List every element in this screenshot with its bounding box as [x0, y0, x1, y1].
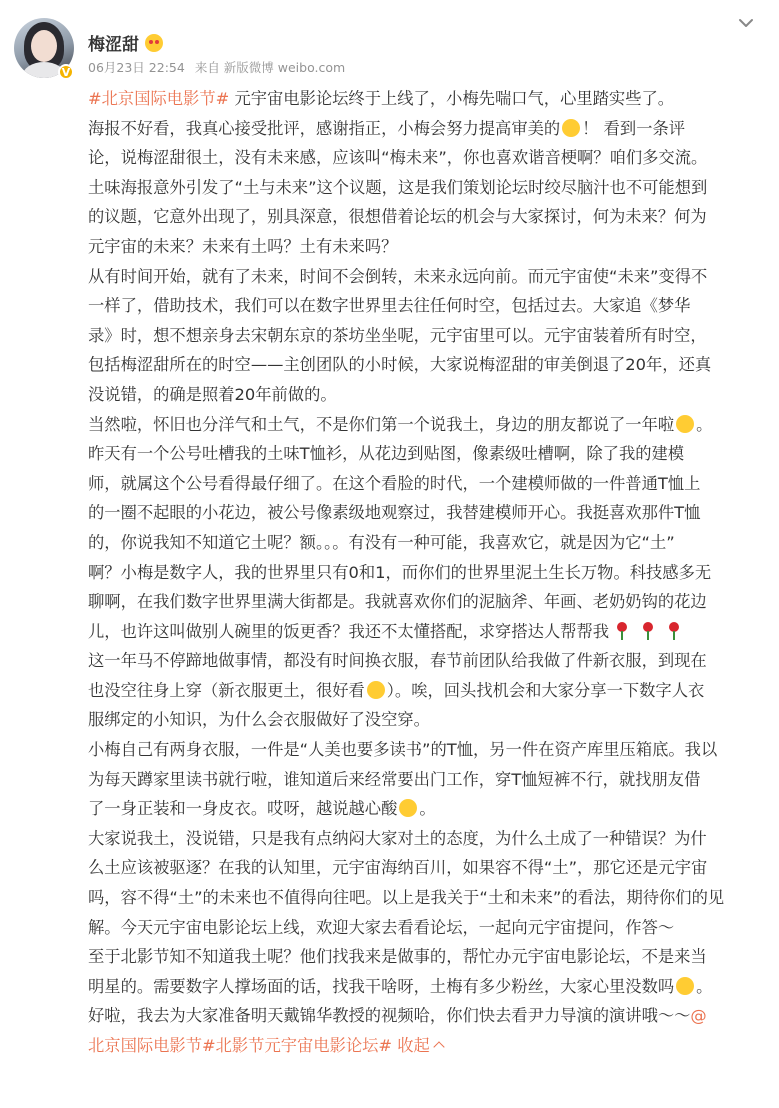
post-text: 从有时间开始，就有了未来，时间不会倒转，未来永远向前。而元宇宙使“未来”变得不	[88, 266, 708, 286]
post-text: 录》时，想不想亲身去宋朝东京的茶坊坐坐呢，元宇宙里可以。元宇宙装着所有时空，	[88, 325, 707, 345]
post-text: 至于北影节知不知道我土呢？他们找我来是做事的，帮忙办元宇宙电影论坛，不是来当	[88, 947, 707, 967]
post-text: 一样了，借助技术，我们可以在数字世界里去往任何时空，包括过去。大家追《梦华	[88, 296, 691, 316]
post-text: 解。今天元宇宙电影论坛上线，欢迎大家去看看论坛，一起向元宇宙提问，作答～	[88, 917, 675, 937]
emoji-face-icon	[676, 977, 694, 995]
rose-icon	[641, 622, 655, 640]
post-line	[88, 439, 756, 469]
emoji-face-icon	[367, 681, 385, 699]
post-date[interactable]: 06月23日 22:54	[88, 60, 185, 75]
post-line	[88, 883, 756, 913]
post-text: 好啦，我去为大家准备明天戴锦华教授的视频哈，你们快去看尹力导演的演讲哦～～	[88, 1006, 691, 1026]
topic-link[interactable]: 北京国际电影节#北影节元宇宙电影论坛#	[88, 1036, 393, 1055]
emoji-face-icon	[145, 34, 163, 52]
post-text: 元宇宙电影论坛终于上线了，小梅先喘口气，心里踏实些了。	[229, 89, 675, 108]
verified-badge-icon: V	[58, 64, 74, 80]
post-text: 聊啊，在我们数字世界里满大街都是。我就喜欢你们的泥脑斧、年画、老奶奶钩的花边	[88, 592, 707, 612]
post-text: 也没空往身上穿（新衣服更土，很好看	[88, 680, 365, 700]
post-line	[88, 705, 756, 735]
post-line	[88, 735, 756, 765]
post-text: 儿，也许这叫做别人碗里的饭更香？我还不太懂搭配，求穿搭达人帮帮我	[88, 621, 610, 641]
chevron-down-icon[interactable]	[737, 14, 755, 32]
rose-icon	[615, 622, 629, 640]
post-text: 这一年马不停蹄地做事情，都没有时间换衣服，春节前团队给我做了件新衣服，到现在	[88, 651, 707, 671]
post-text: 么土应该被驱逐？在我的认知里，元宇宙海纳百川，如果容不得“土”，那它还是元宇宙	[88, 858, 708, 878]
post-meta	[88, 58, 345, 76]
post-source: 来自 新版微博 weibo.com	[194, 60, 346, 75]
post-text: 没说错，的确是照着20年前做的。	[88, 384, 337, 404]
collapse-button[interactable]	[392, 1036, 443, 1055]
post-line	[88, 1031, 756, 1061]
post-text: 元宇宙的未来？未来有土吗？土有未来吗？	[88, 236, 398, 256]
post-line	[88, 143, 756, 173]
post-text: 大家说我土，没说错，只是我有点纳闷大家对土的态度，为什么土成了一种错误？为什	[88, 828, 707, 848]
post-line	[88, 202, 756, 232]
post-text: 了一身正装和一身皮衣。哎呀，越说越心酸	[88, 799, 398, 819]
post-text: 土味海报意外引发了“土与未来”这个议题，这是我们策划论坛时绞尽脑汁也不可能想到	[88, 177, 708, 197]
post-line	[88, 1001, 756, 1031]
post-text: 海报不好看，我真心接受批评，感谢指正，小梅会努力提高审美的	[88, 118, 561, 138]
post-text: ！ 看到一条评	[582, 118, 686, 138]
post-line	[88, 528, 756, 558]
username-row	[88, 30, 163, 55]
post-text: 为每天蹲家里读书就行啦，谁知道后来经常要出门工作，穿T恤短裤不行，就找朋友借	[88, 769, 701, 789]
post-text: 的一圈不起眼的小花边，被公号像素级地观察过，我替建模师开心。我挺喜欢那件T恤	[88, 503, 701, 523]
post-text: 昨天有一个公号吐槽我的土味T恤衫，从花边到贴图，像素级吐槽啊，除了我的建模	[88, 444, 685, 464]
post-line	[88, 646, 756, 676]
post-line	[88, 469, 756, 499]
post-text: 啊？小梅是数字人，我的世界里只有0和1，而你们的世界里泥土生长万物。科技感多无	[88, 562, 712, 582]
post-line	[88, 794, 756, 824]
post-text: 师，就属这个公号看得最仔细了。在这个看脸的时代，一个建模师做的一件普通T恤上	[88, 473, 701, 493]
post-line	[88, 824, 756, 854]
post-text: ）。唉，回头找机会和大家分享一下数字人衣	[386, 680, 705, 700]
post-text: 当然啦，怀旧也分洋气和土气，不是你们第一个说我土，身边的朋友都说了一年啦	[88, 414, 675, 434]
collapse-label: 收起	[397, 1036, 430, 1055]
post-text: 。	[696, 414, 713, 434]
post-line	[88, 84, 756, 114]
post-line	[88, 942, 756, 972]
post-line	[88, 913, 756, 943]
post-text: 吗，容不得“土”的未来也不值得向往吧。以上是我关于“土和未来”的看法，期待你们的见	[88, 888, 725, 908]
post-line	[88, 380, 756, 410]
chevron-up-icon	[433, 1041, 444, 1052]
topic-link[interactable]: #北京国际电影节#	[88, 89, 230, 108]
post-content	[88, 84, 756, 1061]
post-line	[88, 558, 756, 588]
post-text: 的议题，它意外出现了，别具深意，很想借着论坛的机会与大家探讨，何为未来？何为	[88, 207, 707, 227]
post-line	[88, 676, 756, 706]
post-line	[88, 498, 756, 528]
post-text: 包括梅涩甜所在的时空——主创团队的小时候，大家说梅涩甜的审美倒退了20年，还真	[88, 355, 712, 375]
post-line	[88, 350, 756, 380]
emoji-face-icon	[676, 415, 694, 433]
post-text: 明星的。需要数字人撑场面的话，找我干啥呀，土梅有多少粉丝，大家心里没数吗	[88, 976, 675, 996]
post-line	[88, 173, 756, 203]
post-line	[88, 114, 756, 144]
post-line	[88, 765, 756, 795]
username[interactable]: 梅涩甜	[88, 35, 139, 55]
post-line	[88, 262, 756, 292]
post-text: 。	[696, 976, 713, 996]
post-line	[88, 410, 756, 440]
post-line	[88, 321, 756, 351]
post-text: 小梅自己有两身衣服，一件是“人美也要多读书”的T恤，另一件在资产库里压箱底。我以	[88, 740, 718, 760]
emoji-face-icon	[562, 119, 580, 137]
post-line	[88, 291, 756, 321]
post-line	[88, 972, 756, 1002]
rose-icon	[667, 622, 681, 640]
post-text: 服绑定的小知识，为什么会衣服做好了没空穿。	[88, 710, 430, 730]
post-line	[88, 587, 756, 617]
post-text: 的，你说我知不知道它土呢？额。。。有没有一种可能，我喜欢它，就是因为它“土”	[88, 532, 675, 552]
emoji-face-icon	[399, 799, 417, 817]
avatar-face	[31, 30, 57, 62]
post-line	[88, 617, 756, 647]
post-line	[88, 853, 756, 883]
post-text: 论，说梅涩甜很土，没有未来感，应该叫“梅未来”，你也喜欢谐音梗啊？咱们多交流。	[88, 148, 708, 168]
post-text: 。	[419, 799, 436, 819]
mention-link[interactable]: @	[690, 1006, 707, 1026]
post-line	[88, 232, 756, 262]
